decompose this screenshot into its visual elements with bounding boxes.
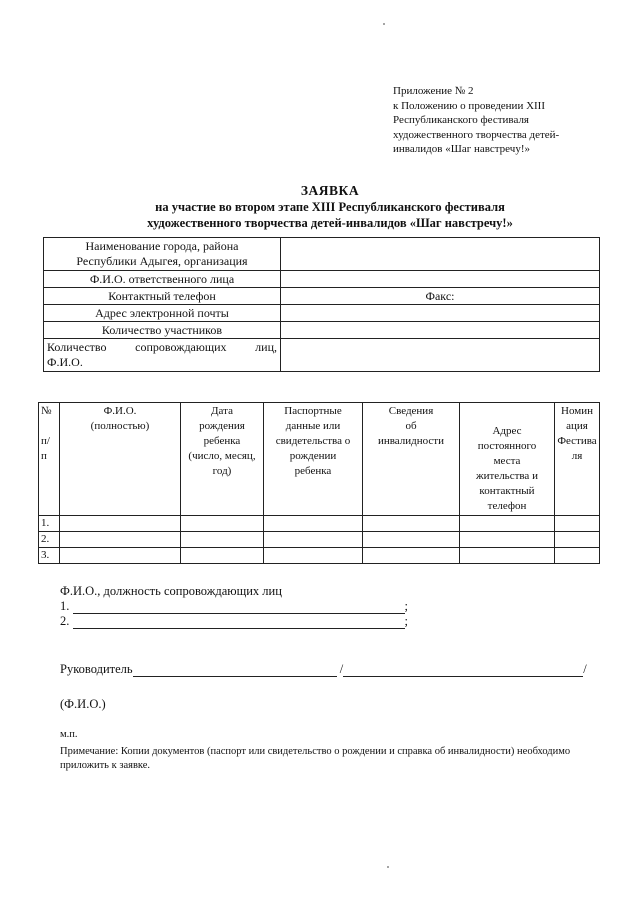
fio-label: (Ф.И.О.) — [60, 697, 106, 711]
org-name-label: Наименование города, района Республики Адыгея, организация — [44, 238, 281, 271]
table-row — [44, 305, 600, 322]
participants-count-field[interactable] — [281, 322, 600, 339]
table-row — [44, 339, 600, 372]
cell[interactable] — [181, 516, 264, 532]
responsible-person-field[interactable] — [281, 271, 600, 288]
title-line-2: художественного творчества детей-инвалидов «Шаг навстречу!» — [147, 216, 513, 230]
escort-2-field[interactable] — [73, 616, 405, 629]
email-label: Адрес электронной почты — [44, 305, 281, 322]
cell[interactable] — [60, 532, 181, 548]
appendix-line: художественного творчества детей- — [393, 128, 560, 141]
appendix-line: к Положению о проведении XIII — [393, 99, 546, 112]
leader-signature-field[interactable] — [133, 664, 337, 677]
escorts-count-label: Количество сопровождающих лиц, Ф.И.О. — [44, 339, 281, 372]
fax-label: Факс: — [425, 288, 455, 303]
cell[interactable] — [363, 532, 460, 548]
participants-count-label: Количество участников — [44, 322, 281, 339]
table-row — [44, 322, 600, 339]
cell[interactable] — [460, 516, 555, 532]
table-row — [44, 288, 600, 305]
escorts-count-field[interactable] — [281, 339, 600, 372]
document-title — [60, 182, 600, 231]
org-name-field[interactable] — [281, 238, 600, 271]
phone-label: Контактный телефон — [44, 288, 281, 305]
escort-line-1: 1. ; — [60, 599, 408, 613]
table-row — [39, 516, 600, 532]
cell[interactable] — [363, 548, 460, 564]
cell[interactable] — [264, 532, 363, 548]
cell[interactable] — [460, 532, 555, 548]
scan-speck — [383, 23, 385, 25]
stamp-place: м.п. — [60, 729, 78, 740]
fax-field[interactable] — [281, 288, 600, 305]
cell[interactable] — [555, 548, 600, 564]
email-field[interactable] — [281, 305, 600, 322]
table-row — [39, 532, 600, 548]
col-fullname-header: Ф.И.О. (полностью) — [60, 403, 181, 516]
cell[interactable] — [60, 548, 181, 564]
participants-table — [38, 402, 600, 564]
cell[interactable] — [555, 516, 600, 532]
cell[interactable] — [181, 548, 264, 564]
footnote: Примечание: Копии документов (паспорт или свидетельство о рождении и справка об инвалидности) необходимо приложить к заявке. — [60, 746, 571, 771]
col-disability-header: Сведения об инвалидности — [363, 403, 460, 516]
row-number: 2. — [39, 532, 60, 548]
leader-name-field[interactable] — [343, 664, 583, 677]
cell[interactable] — [264, 548, 363, 564]
col-nomination-header: Номин ация Фестива ля — [555, 403, 600, 516]
table-row — [44, 271, 600, 288]
cell[interactable] — [363, 516, 460, 532]
appendix-note — [393, 84, 559, 157]
leader-signature: Руководитель / / — [60, 662, 587, 676]
appendix-line: инвалидов «Шаг навстречу!» — [393, 143, 530, 155]
row-number: 3. — [39, 548, 60, 564]
cell[interactable] — [181, 532, 264, 548]
table-row — [39, 548, 600, 564]
title-main: ЗАЯВКА — [300, 183, 360, 198]
escort-1-field[interactable] — [73, 601, 405, 614]
cell[interactable] — [460, 548, 555, 564]
leader-label: Руководитель — [60, 662, 133, 676]
appendix-line: Приложение № 2 — [393, 85, 474, 97]
col-number-header: № п/ п — [39, 403, 60, 516]
title-line-1: на участие во втором этапе XIII Республиканского фестиваля — [155, 200, 505, 214]
header-row — [39, 403, 600, 516]
cell[interactable] — [60, 516, 181, 532]
escorts-section — [60, 584, 408, 629]
col-address-header: Адрес постоянного места жительства и контактный телефон — [460, 403, 555, 516]
col-passport-header: Паспортные данные или свидетельства о рождении ребенка — [264, 403, 363, 516]
responsible-person-label: Ф.И.О. ответственного лица — [44, 271, 281, 288]
info-table — [43, 237, 600, 372]
col-birthdate-header: Дата рождения ребенка (число, месяц, год) — [181, 403, 264, 516]
cell[interactable] — [264, 516, 363, 532]
cell[interactable] — [555, 532, 600, 548]
scan-speck — [387, 866, 389, 868]
appendix-line: Республиканского фестиваля — [393, 114, 529, 126]
escort-line-2: 2. ; — [60, 614, 408, 628]
table-row — [44, 238, 600, 271]
escorts-heading: Ф.И.О., должность сопровождающих лиц — [60, 584, 282, 598]
row-number: 1. — [39, 516, 60, 532]
